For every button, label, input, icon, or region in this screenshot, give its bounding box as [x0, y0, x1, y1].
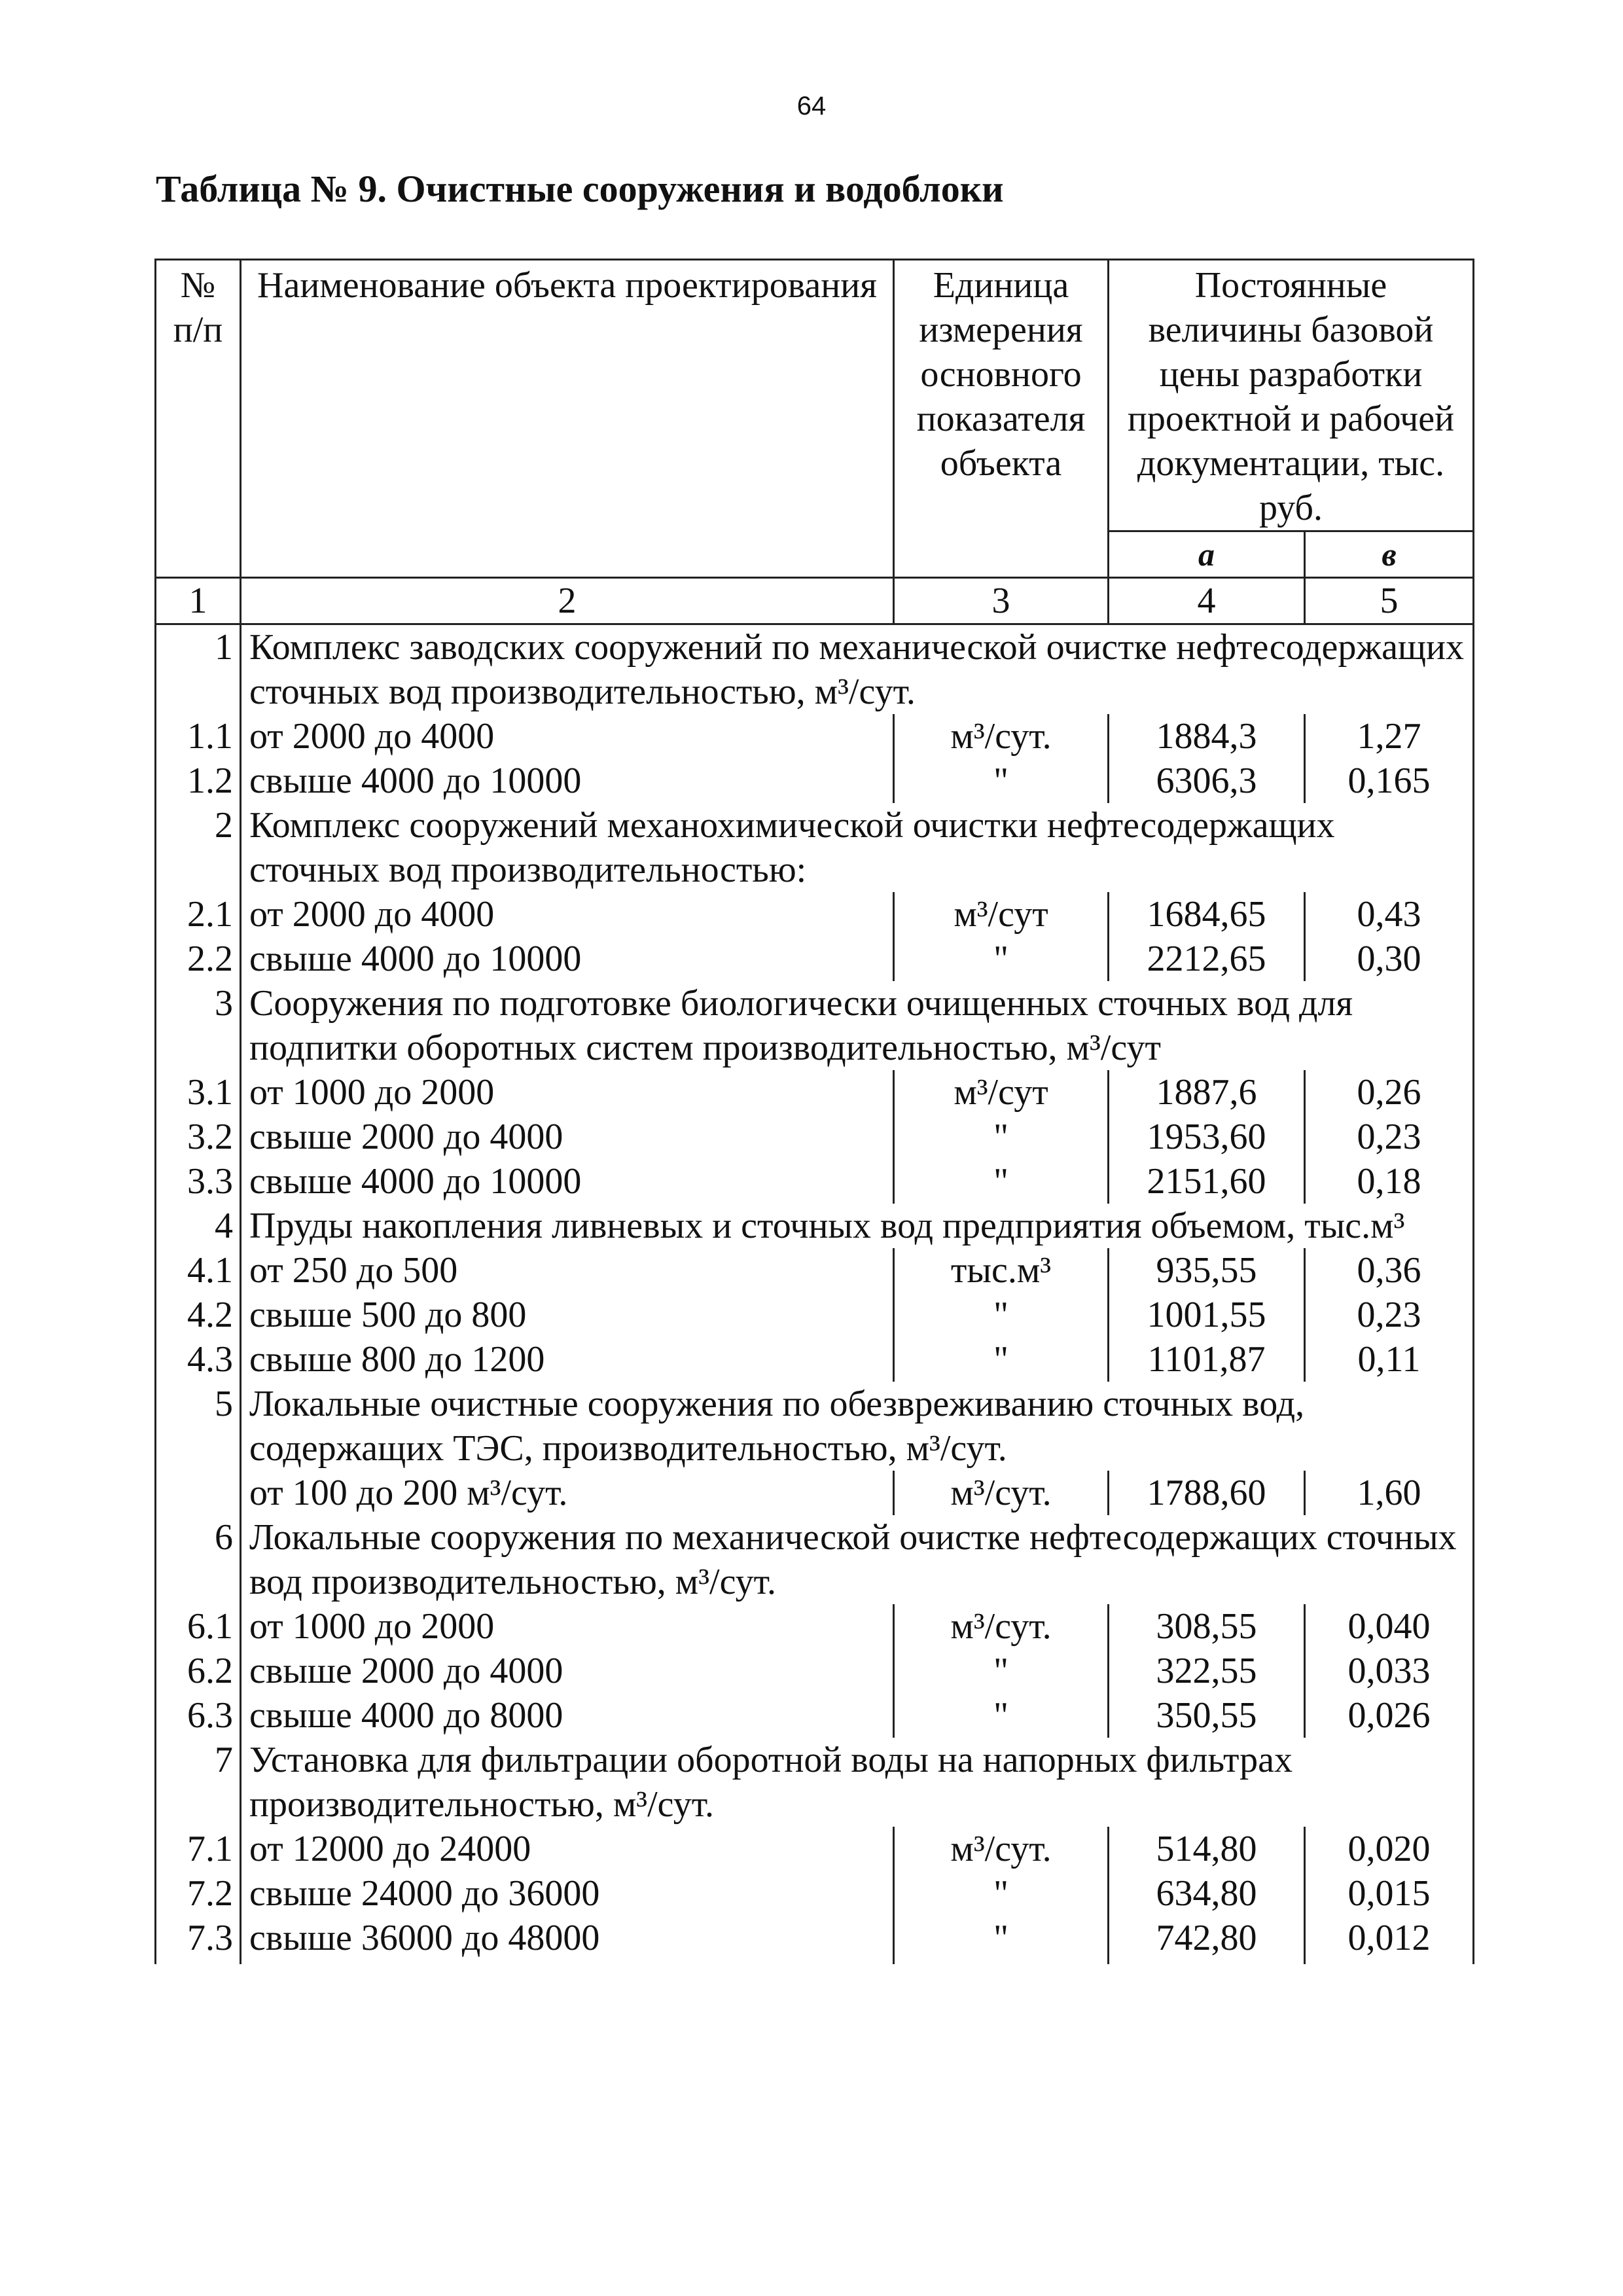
- price-b-cell: 0,026: [1305, 1693, 1474, 1738]
- table-row: [156, 759, 1474, 803]
- row-number: 4.3: [156, 1337, 241, 1382]
- row-number: 6.3: [156, 1693, 241, 1738]
- row-number: 3.3: [156, 1159, 241, 1204]
- price-a-cell: 6306,3: [1109, 759, 1305, 803]
- table-row: [156, 937, 1474, 981]
- object-range: свыше 4000 до 10000: [241, 759, 894, 803]
- column-number: 4: [1109, 578, 1305, 624]
- row-number: 2.2: [156, 937, 241, 981]
- unit-cell: ": [894, 759, 1109, 803]
- section-description: Комплекс заводских сооружений по механической очистке нефтесодержащих сточных вод производительностью, м³/сут.: [241, 624, 1474, 715]
- row-number: 7: [156, 1738, 241, 1827]
- price-b-cell: 0,26: [1305, 1070, 1474, 1115]
- price-b-cell: 0,020: [1305, 1827, 1474, 1871]
- price-b-cell: 0,033: [1305, 1649, 1474, 1693]
- price-b-cell: 0,18: [1305, 1159, 1474, 1204]
- table-row: [156, 892, 1474, 937]
- object-range: свыше 500 до 800: [241, 1293, 894, 1337]
- object-range: свыше 2000 до 4000: [241, 1649, 894, 1693]
- unit-cell: ": [894, 1871, 1109, 1916]
- price-b-cell: 0,040: [1305, 1604, 1474, 1649]
- object-range: свыше 4000 до 10000: [241, 1159, 894, 1204]
- section-description: Локальные очистные сооружения по обезвреживанию сточных вод, содержащих ТЭС, производительностью, м³/сут.: [241, 1382, 1474, 1471]
- unit-cell: ": [894, 1916, 1109, 1964]
- row-number: 4.2: [156, 1293, 241, 1337]
- table-row: [156, 1293, 1474, 1337]
- table-row: [156, 1871, 1474, 1916]
- section-row: [156, 624, 1474, 715]
- object-range: свыше 2000 до 4000: [241, 1115, 894, 1159]
- row-number: [156, 1471, 241, 1515]
- column-number: 5: [1305, 578, 1474, 624]
- price-b-cell: 0,30: [1305, 937, 1474, 981]
- price-a-cell: 1953,60: [1109, 1115, 1305, 1159]
- object-range: свыше 4000 до 10000: [241, 937, 894, 981]
- object-range: от 1000 до 2000: [241, 1070, 894, 1115]
- column-number-row: [156, 578, 1474, 624]
- column-number: 3: [894, 578, 1109, 624]
- row-number: 2.1: [156, 892, 241, 937]
- row-number: 3: [156, 981, 241, 1070]
- table-row: [156, 1693, 1474, 1738]
- object-range: от 2000 до 4000: [241, 892, 894, 937]
- price-b-cell: 0,36: [1305, 1248, 1474, 1293]
- section-description: Пруды накопления ливневых и сточных вод предприятия объемом, тыс.м³: [241, 1204, 1474, 1248]
- price-a-cell: 1001,55: [1109, 1293, 1305, 1337]
- unit-cell: ": [894, 1293, 1109, 1337]
- price-a-cell: 1101,87: [1109, 1337, 1305, 1382]
- table-row: [156, 1604, 1474, 1649]
- object-range: от 1000 до 2000: [241, 1604, 894, 1649]
- price-b-cell: 0,23: [1305, 1115, 1474, 1159]
- row-number: 1.2: [156, 759, 241, 803]
- section-row: [156, 1738, 1474, 1827]
- table-row: [156, 1471, 1474, 1515]
- unit-cell: ": [894, 1649, 1109, 1693]
- object-range: от 2000 до 4000: [241, 714, 894, 759]
- price-table-container: [154, 259, 1472, 1964]
- price-a-cell: 1788,60: [1109, 1471, 1305, 1515]
- row-number: 2: [156, 803, 241, 892]
- header-unit: Единица измерения основного показателя объекта: [894, 260, 1109, 578]
- unit-cell: м³/сут.: [894, 1827, 1109, 1871]
- table-row: [156, 714, 1474, 759]
- object-range: свыше 4000 до 8000: [241, 1693, 894, 1738]
- section-description: Установка для фильтрации оборотной воды на напорных фильтрах производительностью, м³/сут.: [241, 1738, 1474, 1827]
- price-a-cell: 1684,65: [1109, 892, 1305, 937]
- section-row: [156, 1515, 1474, 1604]
- section-row: [156, 981, 1474, 1070]
- row-number: 6.1: [156, 1604, 241, 1649]
- table-row: [156, 1649, 1474, 1693]
- row-number: 4.1: [156, 1248, 241, 1293]
- price-a-cell: 2212,65: [1109, 937, 1305, 981]
- object-range: от 100 до 200 м³/сут.: [241, 1471, 894, 1515]
- row-number: 1: [156, 624, 241, 715]
- unit-cell: м³/сут.: [894, 714, 1109, 759]
- price-a-cell: 1887,6: [1109, 1070, 1305, 1115]
- unit-cell: тыс.м³: [894, 1248, 1109, 1293]
- unit-cell: ": [894, 1115, 1109, 1159]
- page-number: 64: [796, 92, 827, 120]
- price-table: [154, 259, 1474, 1964]
- price-b-cell: 0,015: [1305, 1871, 1474, 1916]
- table-row: [156, 1827, 1474, 1871]
- unit-cell: ": [894, 1693, 1109, 1738]
- object-range: свыше 800 до 1200: [241, 1337, 894, 1382]
- unit-cell: ": [894, 1159, 1109, 1204]
- price-a-cell: 308,55: [1109, 1604, 1305, 1649]
- section-row: [156, 1382, 1474, 1471]
- table-row: [156, 1916, 1474, 1964]
- table-row: [156, 1159, 1474, 1204]
- table-body: [156, 624, 1474, 1965]
- table-header: [156, 260, 1474, 624]
- price-a-cell: 2151,60: [1109, 1159, 1305, 1204]
- header-sub-a: а: [1109, 531, 1305, 578]
- row-number: 6: [156, 1515, 241, 1604]
- price-a-cell: 634,80: [1109, 1871, 1305, 1916]
- price-a-cell: 935,55: [1109, 1248, 1305, 1293]
- object-range: от 250 до 500: [241, 1248, 894, 1293]
- row-number: 7.1: [156, 1827, 241, 1871]
- unit-cell: ": [894, 937, 1109, 981]
- table-row: [156, 1115, 1474, 1159]
- object-range: свыше 24000 до 36000: [241, 1871, 894, 1916]
- price-a-cell: 742,80: [1109, 1916, 1305, 1964]
- unit-cell: м³/сут.: [894, 1604, 1109, 1649]
- price-a-cell: 1884,3: [1109, 714, 1305, 759]
- section-row: [156, 803, 1474, 892]
- table-row: [156, 1248, 1474, 1293]
- price-b-cell: 0,012: [1305, 1916, 1474, 1964]
- table-row: [156, 1337, 1474, 1382]
- unit-cell: м³/сут: [894, 1070, 1109, 1115]
- row-number: 7.2: [156, 1871, 241, 1916]
- price-b-cell: 1,60: [1305, 1471, 1474, 1515]
- row-number: 7.3: [156, 1916, 241, 1964]
- price-b-cell: 0,11: [1305, 1337, 1474, 1382]
- price-b-cell: 0,23: [1305, 1293, 1474, 1337]
- section-description: Сооружения по подготовке биологически очищенных сточных вод для подпитки оборотных систем производительностью, м³/сут: [241, 981, 1474, 1070]
- row-number: 6.2: [156, 1649, 241, 1693]
- price-b-cell: 0,43: [1305, 892, 1474, 937]
- header-sub-b: в: [1305, 531, 1474, 578]
- column-number: 1: [156, 578, 241, 624]
- section-row: [156, 1204, 1474, 1248]
- price-a-cell: 514,80: [1109, 1827, 1305, 1871]
- header-object-name: Наименование объекта проектирования: [241, 260, 894, 578]
- object-range: свыше 36000 до 48000: [241, 1916, 894, 1964]
- row-number: 3.1: [156, 1070, 241, 1115]
- object-range: от 12000 до 24000: [241, 1827, 894, 1871]
- column-number: 2: [241, 578, 894, 624]
- price-b-cell: 1,27: [1305, 714, 1474, 759]
- row-number: 3.2: [156, 1115, 241, 1159]
- price-a-cell: 350,55: [1109, 1693, 1305, 1738]
- header-number: № п/п: [156, 260, 241, 578]
- section-description: Локальные сооружения по механической очистке нефтесодержащих сточных вод производительностью, м³/сут.: [241, 1515, 1474, 1604]
- table-title: Таблица № 9. Очистные сооружения и водоблоки: [156, 168, 1004, 210]
- price-b-cell: 0,165: [1305, 759, 1474, 803]
- unit-cell: м³/сут: [894, 892, 1109, 937]
- price-a-cell: 322,55: [1109, 1649, 1305, 1693]
- row-number: 4: [156, 1204, 241, 1248]
- row-number: 1.1: [156, 714, 241, 759]
- unit-cell: м³/сут.: [894, 1471, 1109, 1515]
- section-description: Комплекс сооружений механохимической очистки нефтесодержащих сточных вод производительностью:: [241, 803, 1474, 892]
- row-number: 5: [156, 1382, 241, 1471]
- unit-cell: ": [894, 1337, 1109, 1382]
- table-row: [156, 1070, 1474, 1115]
- header-base-price: Постоянные величины базовой цены разработки проектной и рабочей документации, тыс. руб.: [1109, 260, 1474, 531]
